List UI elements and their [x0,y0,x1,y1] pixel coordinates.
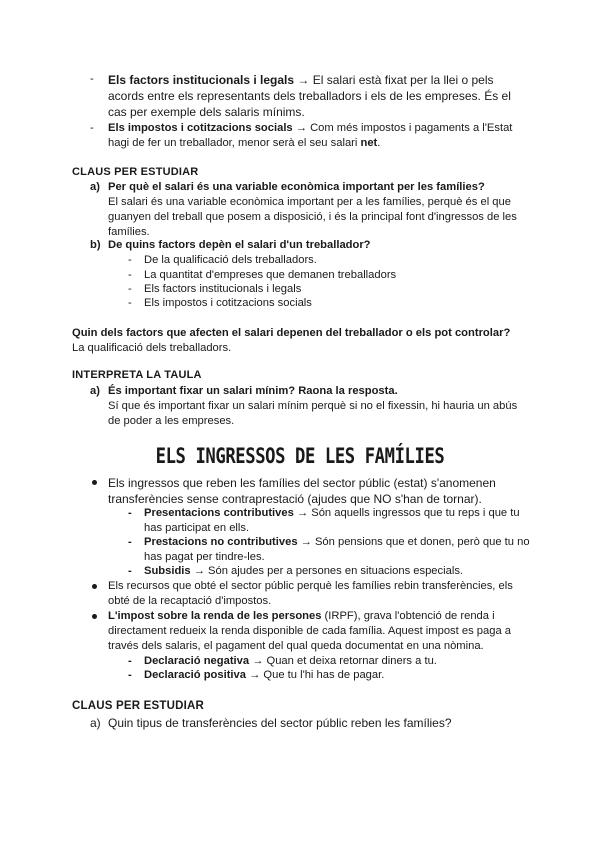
list-item: Els factors institucionals i legals [144,283,302,295]
bullet-text: transferències sense contraprestació (ajudes que NO s'han de tornar). [108,492,482,506]
dash-marker: - [128,269,132,281]
list-item: De la qualificació dels treballadors. [144,254,317,266]
question: Quin tipus de transferències del sector públic reben les famílies? [108,716,452,730]
arrow: → [297,536,315,548]
bullet-text [108,609,495,624]
dash-marker: - [128,254,132,266]
item-text: Com més impostos i pagaments a l'Estat [310,122,513,134]
item-text: Que tu l'hi has de pagar. [263,669,385,681]
dash-marker: - [90,122,94,134]
list-marker: b) [90,239,101,251]
answer-line: famílies. [108,226,150,238]
section-title: ELS INGRESSOS DE LES FAMÍLIES [155,444,445,468]
bullet-dot [92,584,97,589]
bullet-text: obté de la recaptació d'impostos. [108,595,272,607]
item-text-part: hagi de fer un treballador, menor serà el seu salari [108,137,361,149]
arrow: → [293,507,312,519]
item-text: acords entre els representants dels treballadors i els de les empreses. És el [108,89,511,103]
arrow: → [294,73,313,87]
question: De quins factors depèn el salari d'un treballador? [108,239,371,251]
answer-line: de poder a les empreses. [108,415,235,427]
dash-marker: - [128,283,132,295]
dash-marker: - [128,669,132,681]
list-item [108,121,512,136]
section-heading: CLAUS PER ESTUDIAR [72,166,199,178]
list-item [144,564,463,579]
dash-marker: - [128,655,132,667]
term-title: L'impost sobre la renda de les persones [108,610,322,622]
term-title: Prestacions no contributives [144,536,298,548]
section-heading: CLAUS PER ESTUDIAR [72,700,205,712]
answer-line: La qualificació dels treballadors. [72,342,232,354]
item-text [108,136,380,151]
item-text: cas per exemple dels salaris mínims. [108,105,305,119]
question: Per què el salari és una variable econòmica important per les famílies? [108,181,485,193]
list-item: Els impostos i cotitzacions socials [144,297,312,309]
list-item [144,535,530,550]
list-item [108,72,493,88]
question: Quin dels factors que afecten el salari depenen del treballador o els pot controlar? [72,327,511,339]
dash-marker: - [128,507,132,519]
item-text: Són aquells ingressos que tu reps i que tu [311,507,520,519]
list-marker: a) [90,716,101,730]
term-title: Declaració positiva [144,669,246,681]
section-heading: INTERPRETA LA TAULA [72,369,202,381]
item-text: Són pensions que et donen, però que tu no [314,536,530,548]
arrow: → [245,669,264,681]
term-title: Subsidis [144,565,191,577]
dash-marker: - [128,565,132,577]
bullet-text: través dels salaris, el pagament del qual queda documentat en una nòmina. [108,640,484,652]
question: És important fixar un salari mínim? Raona la resposta. [108,385,398,397]
list-item [144,668,384,683]
arrow: → [249,655,267,667]
bullet-text: Els ingressos que reben les famílies del sector públic (estat) s'anomenen [108,476,496,490]
term-title: Els factors institucionals i legals [108,73,295,87]
list-marker: a) [90,181,100,193]
item-text: has participat en ells. [144,522,250,534]
list-item [144,506,520,521]
list-item [144,654,437,669]
term-title: Declaració negativa [144,655,250,667]
bullet-dot [92,480,97,485]
bold-word: net [360,137,378,149]
arrow: → [292,122,311,134]
item-text: (IRPF), grava l'obtenció de renda i [321,610,495,622]
item-text: El salari està fixat per la llei o pels [312,73,494,87]
bullet-text: Els recursos que obté el sector públic perquè les famílies rebin transferències, els [108,580,513,592]
list-marker: a) [90,385,100,397]
answer-line: Sí que és important fixar un salari mínim perquè si no el fixessin, hi hauria un abús [108,400,518,412]
dash-marker: - [128,297,132,309]
punctuation: . [377,137,381,149]
answer-line: guanyen del treball que posem a disposició, i és la principal font d'ingressos de les [108,211,517,223]
item-text: has pagat per tindre-les. [144,551,265,563]
answer-line: El salari és una variable econòmica important per a les famílies, perquè és el que [108,196,511,208]
item-text: Són ajudes per a persones en situacions especials. [208,565,464,577]
list-item: La quantitat d'empreses que demanen treballadors [144,269,397,281]
term-title: Presentacions contributives [144,507,294,519]
term-title: Els impostos i cotitzacions socials [108,122,293,134]
dash-marker: - [128,536,132,548]
item-text: Quan et deixa retornar diners a tu. [266,655,437,667]
dash-marker: - [90,73,94,85]
arrow: → [190,565,209,577]
bullet-dot [92,614,97,619]
bullet-text: directament redueix la renda disponible de cada família. Aquest impost es paga a [108,625,511,637]
